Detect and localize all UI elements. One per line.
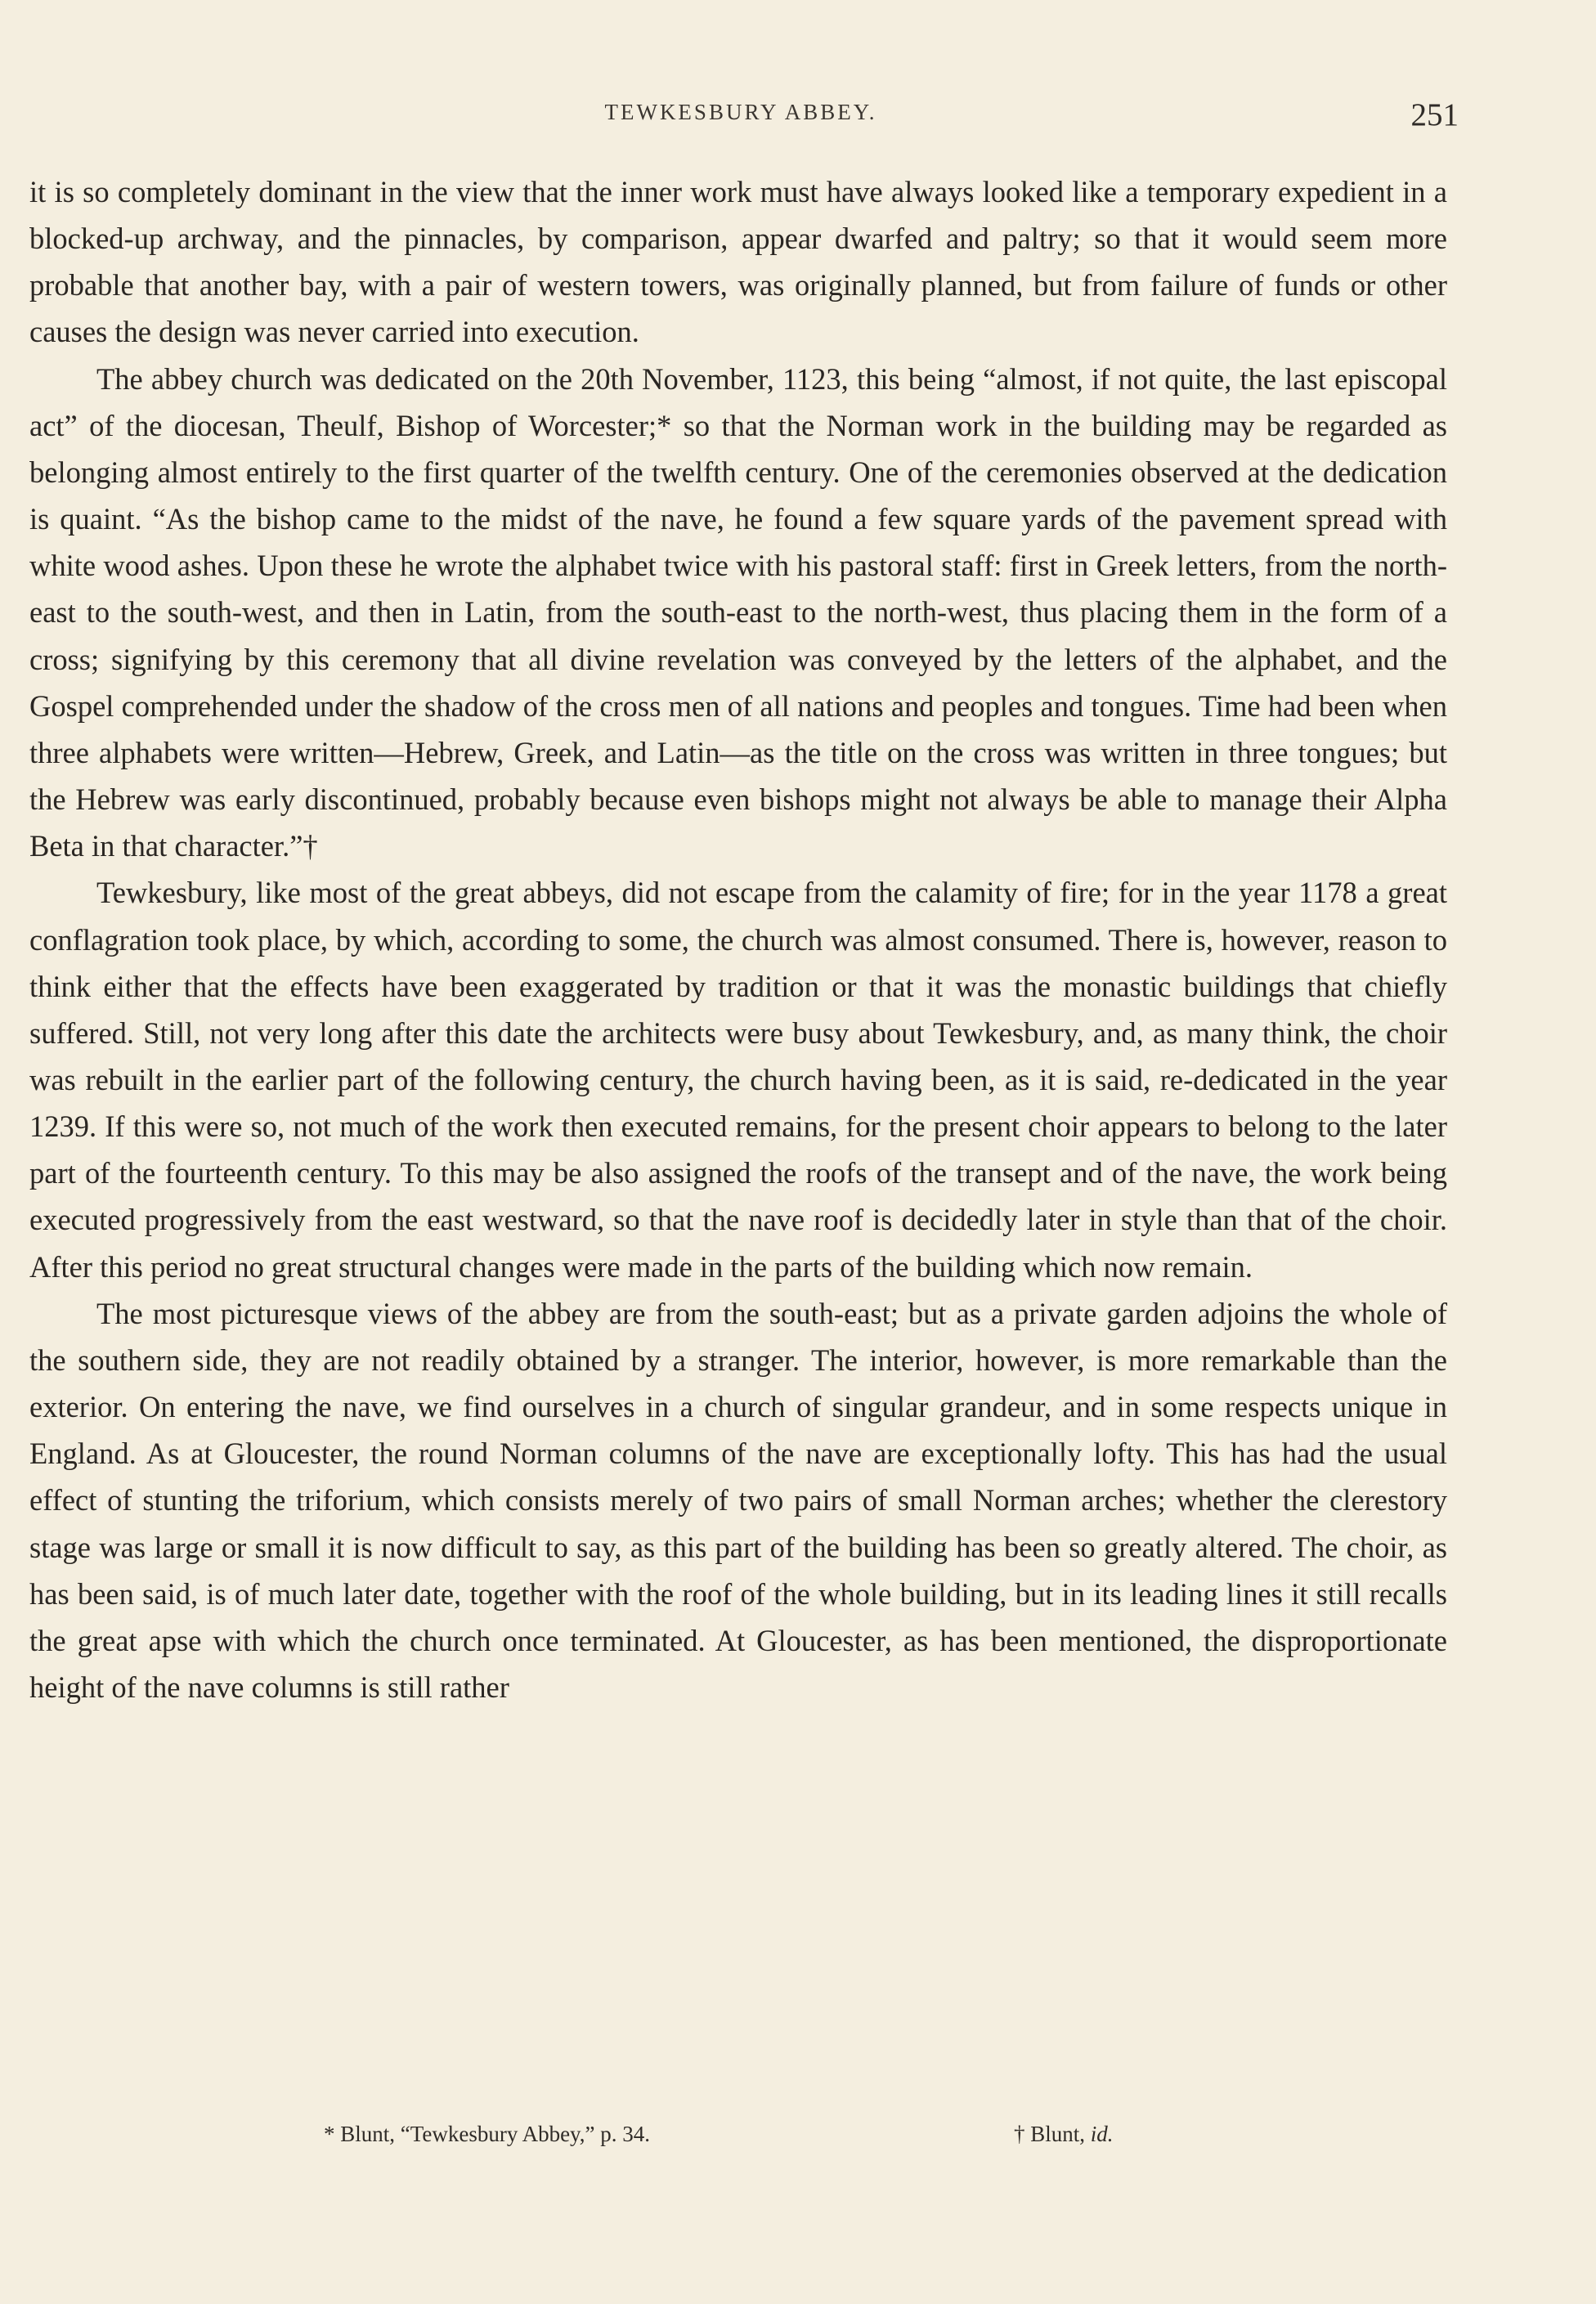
paragraph: The most picturesque views of the abbey are from the south-east; but as a private garden adjoins the whole of the southern side, they are not readily obtained by a stranger. The interior, however, is more remarkable than the exterior. On entering the nave, we find ourselves in a church of singular grandeur, and in some respects unique in England. As at Gloucester, the round Norman columns of the nave are exceptionally lofty. This has had the usual effect of stunting the triforium, which consists merely of two pairs of small Norman arches; whether the clerestory stage was large or small it is now difficult to say, as this part of the building has been so greatly altered. The choir, as has been said, is of much later date, together with the roof of the whole building, but in its leading lines it still recalls the great apse with which the church once terminated. At Gloucester, as has been mentioned, the disproportionate height of the nave columns is still rather bbox=[29, 1296, 1447, 1704]
footnotes bbox=[0, 2122, 1596, 2154]
paragraph: Tewkesbury, like most of the great abbeys, did not escape from the calamity of fire; for in the year 1178 a great conflagration took place, by which, according to some, the church was almost consumed. There is, however, reason to think either that the effects have been exaggerated by tradition or that it was the monastic buildings that chiefly suffered. Still, not very long after this date the architects were busy about Tewkesbury, and, as many think, the choir was rebuilt in the earlier part of the following century, the church having been, as it is said, re-dedicated in the year 1239. If this were so, not much of the work then executed remains, for the present choir appears to belong to the later part of the fourteenth century. To this may be also assigned the roofs of the transept and of the nave, the work being executed progressively from the east westward, so that the nave roof is decidedly later in style than that of the choir. After this period no great structural changes were made in the parts of the building which now remain. bbox=[29, 876, 1447, 1284]
page-number: 251 bbox=[1410, 97, 1459, 132]
footnote-italic: id. bbox=[1090, 2122, 1114, 2146]
body-text bbox=[29, 168, 1447, 1710]
running-title: TEWKESBURY ABBEY. bbox=[604, 100, 877, 124]
page-header bbox=[29, 96, 1459, 146]
footnote-text: † Blunt, bbox=[1014, 2122, 1091, 2146]
paragraph: it is so completely dominant in the view that the inner work must have always looked like a temporary expedient in a blocked-up archway, and the pinnacles, by comparison, appear dwarfed and paltry; so that it would seem more probable that another bay, with a pair of western towers, was originally planned, but from failure of funds or other causes the design was never carried into execution. bbox=[29, 175, 1447, 349]
paragraph: The abbey church was dedicated on the 20th November, 1123, this being “almost, if not quite, the last episcopal act” of the diocesan, Theulf, Bishop of Worcester;* so that the Norman work in the building may be regarded as belonging almost entirely to the first quarter of the twelfth century. One of the ceremonies observed at the dedication is quaint. “As the bishop came to the midst of the nave, he found a few square yards of the pavement spread with white wood ashes. Upon these he wrote the alphabet twice with his pastoral staff: first in Greek letters, from the north-east to the south-west, and then in Latin, from the south-east to the north-west, thus placing them in the form of a cross; signifying by this ceremony that all divine revelation was conveyed by the letters of the alphabet, and the Gospel comprehended under the shadow of the cross men of all nations and peoples and tongues. Time had been when three alphabets were written—Hebrew, Greek, and Latin—as the title on the cross was written in three tongues; but the Hebrew was early discontinued, probably because even bishops might not always be able to manage their Alpha Beta in that character.”† bbox=[29, 361, 1447, 863]
footnote: * Blunt, “Tewkesbury Abbey,” p. 34. bbox=[324, 2122, 651, 2146]
footnote bbox=[1014, 2122, 1114, 2147]
